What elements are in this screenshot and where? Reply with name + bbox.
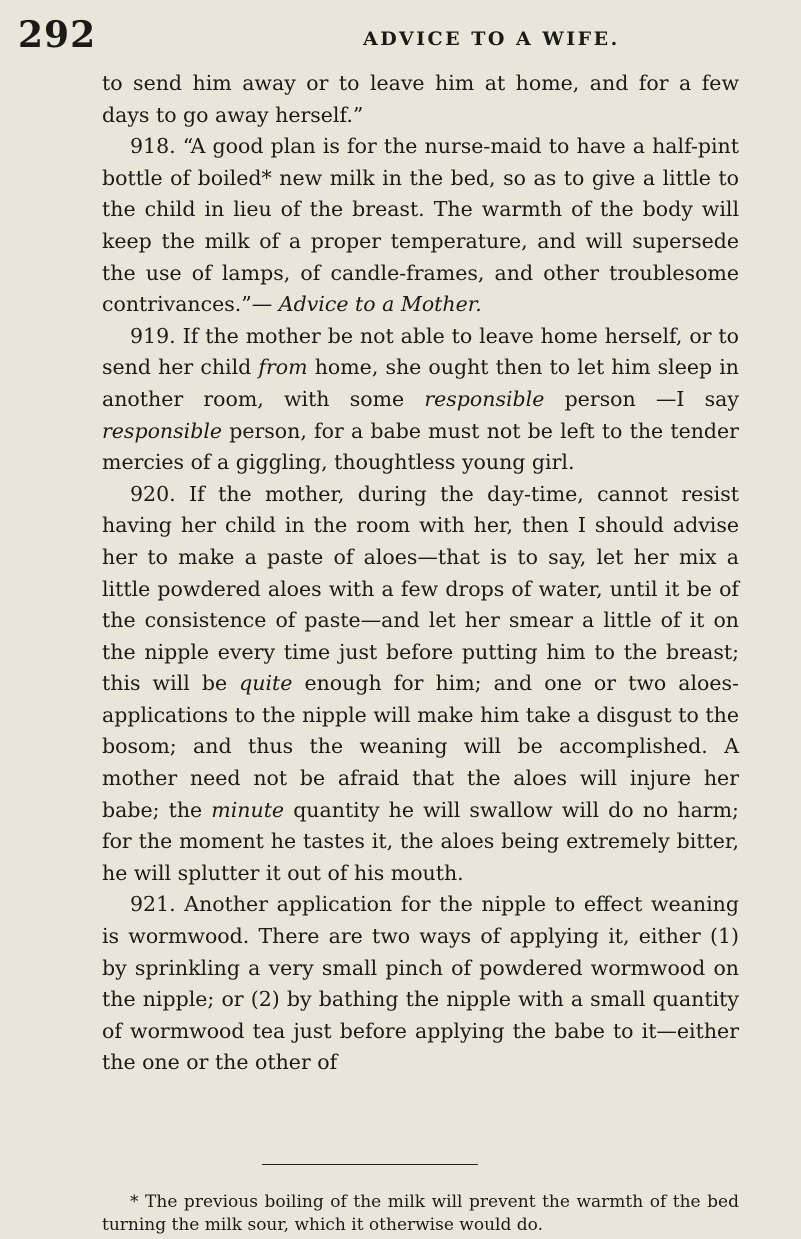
paragraph-919: 919. If the mother be not able to leave home herself, or to send her child from home, she ought then to let him sleep in another room, with some responsible person —I say responsible person, for a babe must not be left to the tender mercies of a giggling, thoughtless young girl. xyxy=(102,323,739,475)
citation: Advice to a Mother. xyxy=(278,292,482,317)
paragraph-number: 918. xyxy=(130,134,176,159)
paragraph-number: 919. xyxy=(130,323,176,348)
footnote-divider xyxy=(262,1164,478,1165)
page-number: 292 xyxy=(18,14,97,56)
footnote: * The previous boiling of the milk will prevent the warmth of the bed turning the milk sour, which it otherwise would do. xyxy=(102,1192,739,1235)
paragraph-918: 918. “A good plan is for the nurse-maid to have a half-pint bottle of boiled* new milk in the bed, so as to give a little to the child in lieu of the breast. The warmth of the body will keep the milk of a proper temperature, and will supersede the use of lamps, of candle-frames, and other troublesome contrivances.”— Advice to a Mother. xyxy=(102,134,739,317)
paragraph-continuation: to send him away or to leave him at home, and for a few days to go away herself.” xyxy=(102,71,739,127)
paragraph-920: 920. If the mother, during the day-time, cannot resist having her child in the room with her, then I should advise her to make a paste of aloes—that is to say, let her mix a little powdered aloes with a few drops of water, until it be of the consistence of paste—and let her smear a little of it on the nipple every time just before putting him to the breast; this will be quite enough for him; and one or two aloes-applications to the nipple will make him take a disgust to the bosom; and thus the weaning will be accomplished. A mother need not be afraid that the aloes will injure her babe; the minute quantity he will swallow will do no harm; for the moment he tastes it, the aloes being extremely bitter, he will splutter it out of his mouth. xyxy=(102,481,739,885)
paragraph-number: 921. xyxy=(130,892,176,917)
page-header xyxy=(18,14,761,54)
running-head: ADVICE TO A WIFE. xyxy=(363,28,620,50)
paragraph-921: 921. Another application for the nipple to effect weaning is wormwood. There are two ways of applying it, either (1) by sprinkling a very small pinch of powdered wormwood on the nipple; or (2) by bathing the nipple with a small quantity of wormwood tea just before applying the babe to it—either the one or the other of xyxy=(102,892,739,1075)
body-text xyxy=(102,68,739,1079)
paragraph-number: 920. xyxy=(130,481,176,506)
